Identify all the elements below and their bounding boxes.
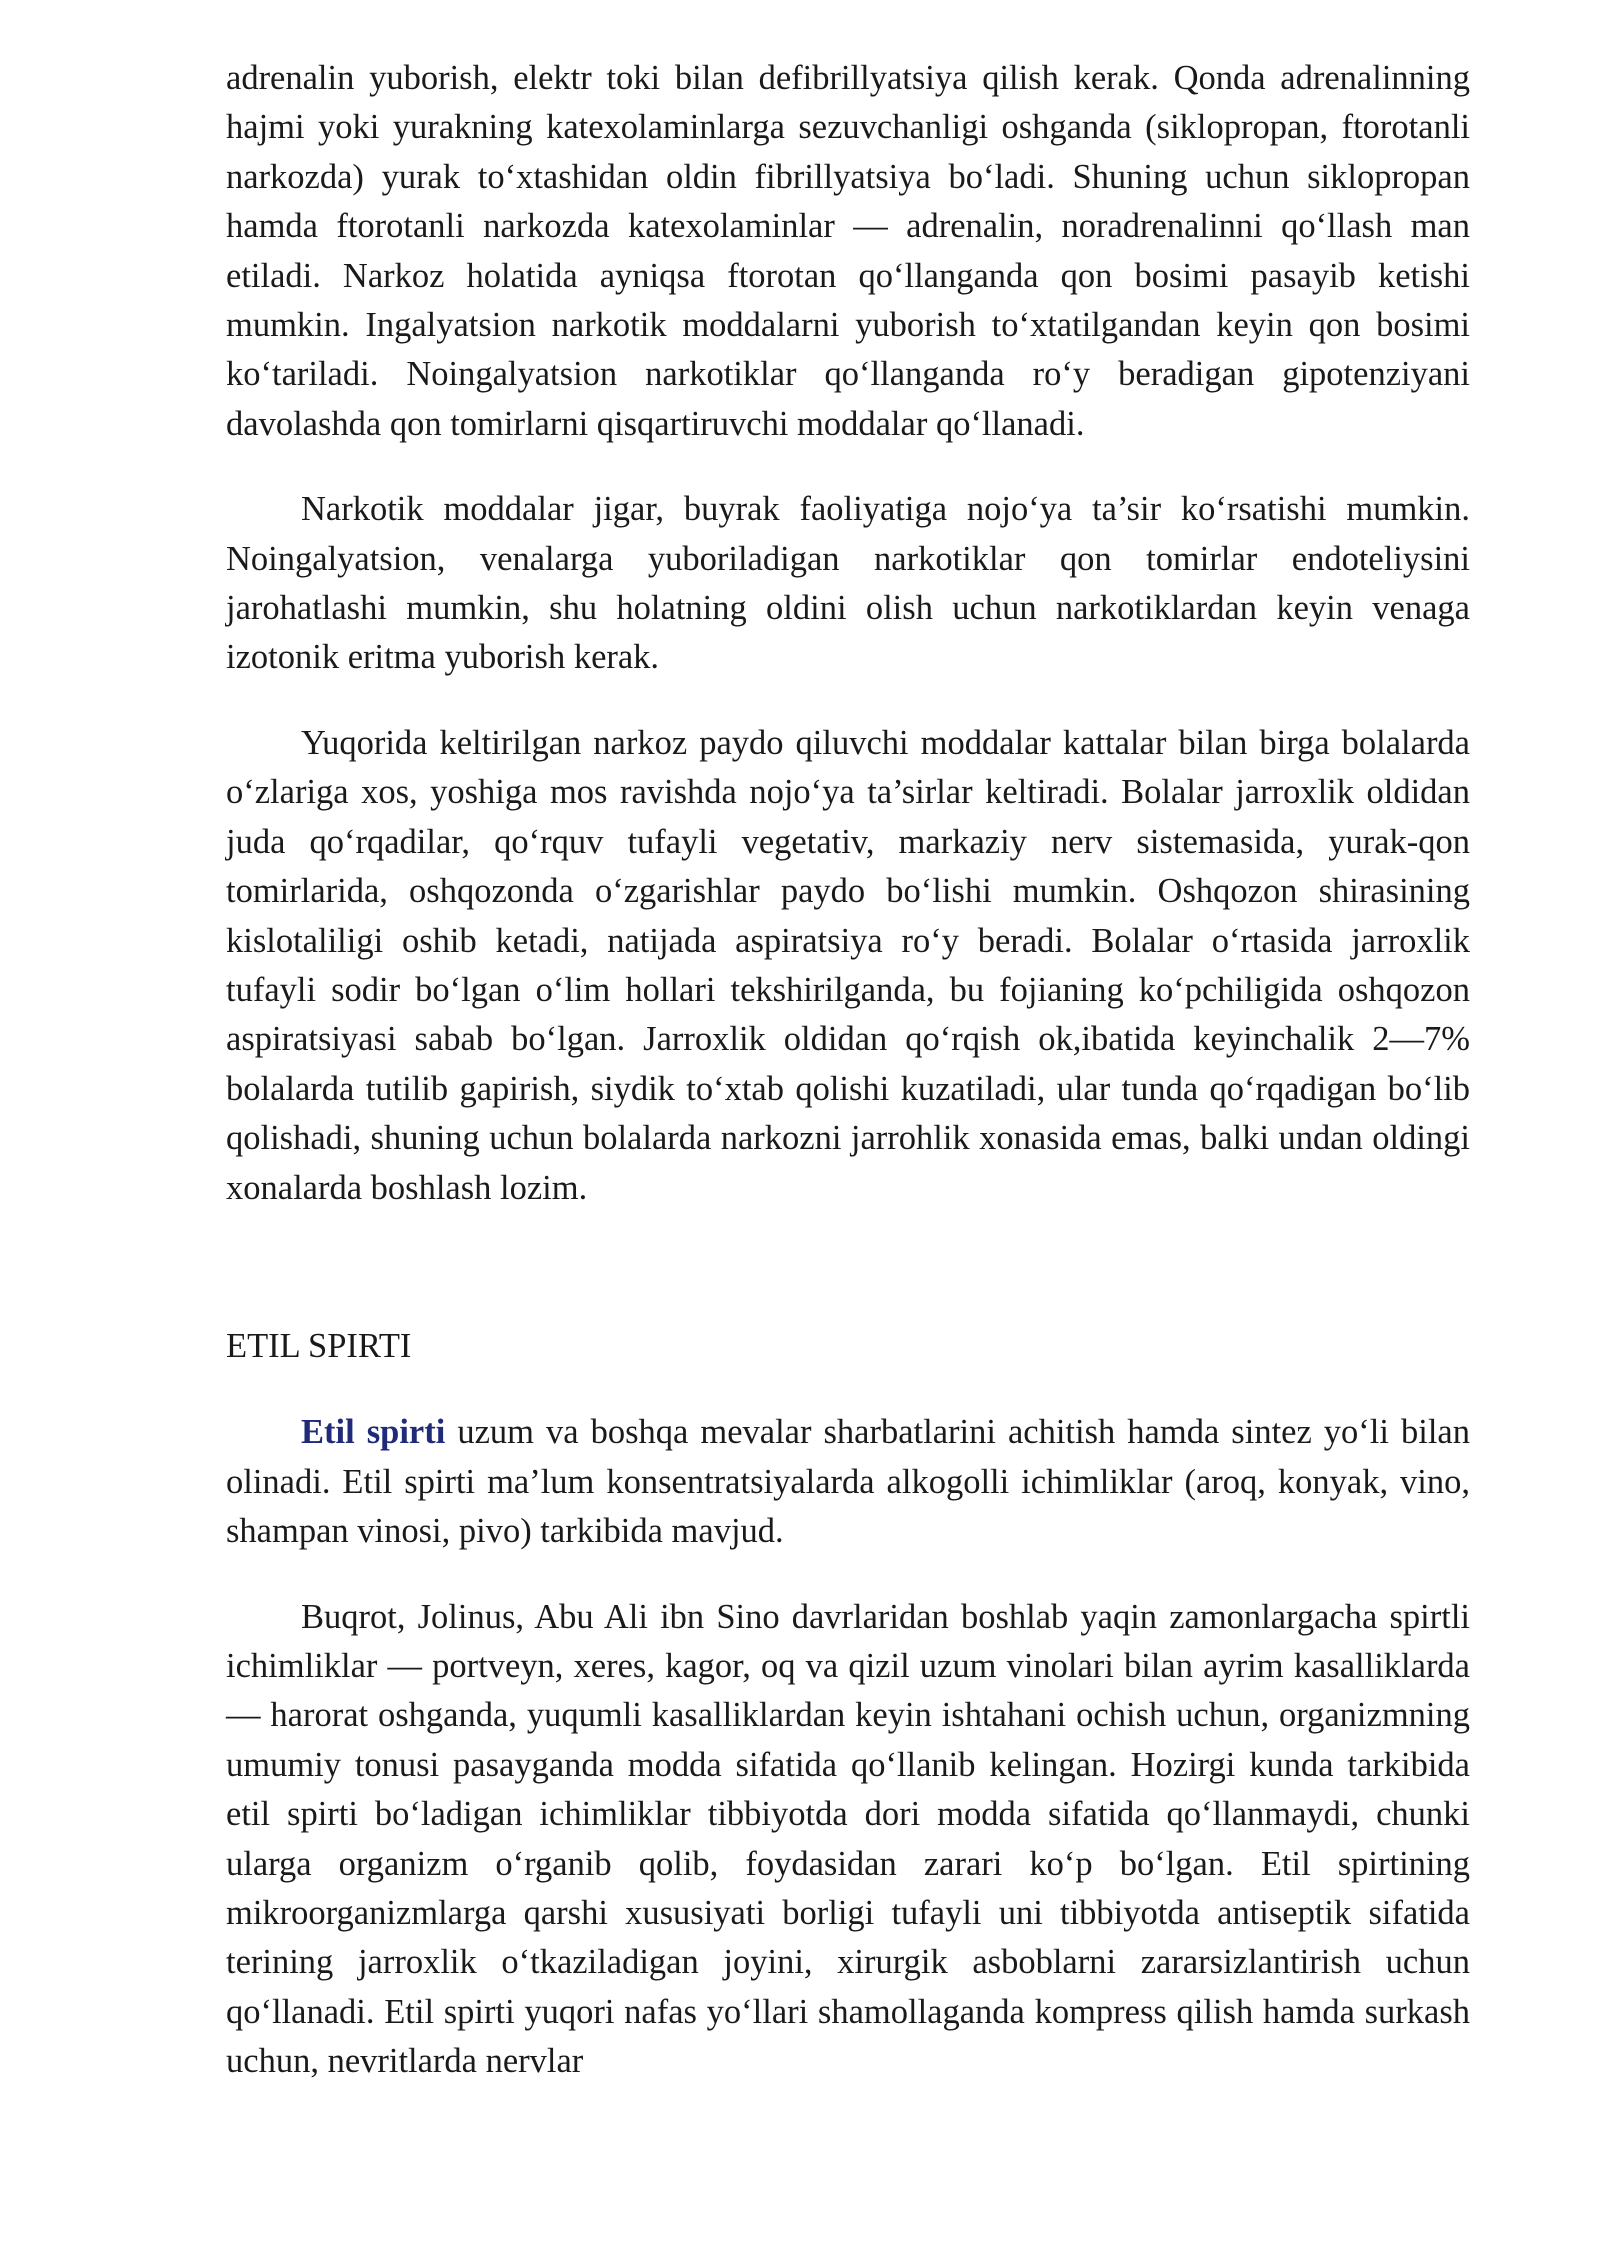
paragraph-children-narcosis: Yuqorida keltirilgan narkoz paydo qiluvchi moddalar kattalar bilan birga bolalarda o‘zlariga xos, yoshiga mos ravishda nojo‘ya ta’sirlar keltiradi. Bolalar jarroxlik oldidan juda qo‘rqadilar, qo‘rquv tufayli vegetativ, markaziy nerv sistemasida, yurak-qon tomirlarida, oshqozonda o‘zgarishlar paydo bo‘lishi mumkin. Oshqozon shirasining kislotaliligi oshib ketadi, natijada aspiratsiya ro‘y beradi. Bolalar o‘rtasida jarroxlik tufayli sodir bo‘lgan o‘lim hollari tekshirilganda, bu fojianing ko‘pchiligida oshqozon aspiratsiyasi sabab bo‘lgan. Jarroxlik oldidan qo‘rqish ok,ibatida keyinchalik 2—7% bolalarda tutilib gapirish, siydik to‘xtab qolishi kuzatiladi, ular tunda qo‘rqadigan bo‘lib qolishadi, shuning uchun bolalarda narkozni jarrohlik xonasida emas, balki undan oldingi xonalarda boshlash lozim. [226, 723, 1470, 1207]
paragraph-etil-intro-text: uzum va boshqa mevalar sharbatlarini achitish hamda sintez yo‘li bilan olinadi. Etil spirti ma’lum konsentratsiyalarda alkogolli ichimliklar (aroq, konyak, vino, shampan vinosi, pivo) tarkibida mavjud. [226, 1413, 1470, 1551]
paragraph-continuation: adrenalin yuborish, elektr toki bilan defibrillyatsiya qilish kerak. Qonda adrenalinning hajmi yoki yurakning katexolaminlarga sezuvchanligi oshganda (siklopropan, ftorotanli narkozda) yurak to‘xtashidan oldin fibrillyatsiya bo‘ladi. Shuning uchun siklopropan hamda ftorotanli narkozda katexolaminlar — adrenalin, noradrenalinni qo‘llash man etiladi. Narkoz holatida ayniqsa ftorotan qo‘llanganda qon bosimi pasayib ketishi mumkin. Ingalyatsion narkotik moddalarni yuborish to‘xtatilgandan keyin qon bosimi ko‘tariladi. Noingalyatsion narkotiklar qo‘llanganda ro‘y beradigan gipotenziyani davolashda qon tomirlarni qisqartiruvchi moddalar qo‘llanadi. [226, 59, 1470, 443]
paragraph-etil-history: Buqrot, Jolinus, Abu Ali ibn Sino davrlaridan boshlab yaqin zamonlargacha spirtli ichimliklar — portveyn, xeres, kagor, oq va qizil uzum vinolari bilan ayrim kasalliklarda — harorat oshganda, yuqumli kasalliklardan keyin ishtahani ochish uchun, organizmning umumiy tonusi pasayganda modda sifatida qo‘llanib kelingan. Hozirgi kunda tarkibida etil spirti bo‘ladigan ichimliklar tibbiyotda dori modda sifatida qo‘llanmaydi, chunki ularga organizm o‘rganib qolib, foydasidan zarari ko‘p bo‘lgan. Etil spirtining mikroorganizmlarga qarshi xususiyati borligi tufayli uni tibbiyotda antiseptik sifatida terining jarroxlik o‘tkaziladigan joyini, xirurgik asboblarni zararsizlantirish uchun qo‘llanadi. Etil spirti yuqori nafas yo‘llari shamollaganda kompress qilish hamda surkash uchun, nevritlarda nervlar [226, 1597, 1470, 2081]
document-page [226, 54, 1470, 2087]
paragraph-side-effects: Narkotik moddalar jigar, buyrak faoliyatiga nojo‘ya ta’sir ko‘rsatishi mumkin. Noingalyatsion, venalarga yuboriladigan narkotiklar qon tomirlar endoteliysini jarohatlashi mumkin, shu holatning oldini olish uchun narkotiklardan keyin venaga izotonik eritma yuborish kerak. [226, 490, 1470, 677]
term-highlight[interactable]: Etil spirti [301, 1413, 446, 1452]
section-heading: ETIL SPIRTI [226, 1326, 412, 1365]
paragraph-etil-intro [226, 1408, 1470, 1556]
